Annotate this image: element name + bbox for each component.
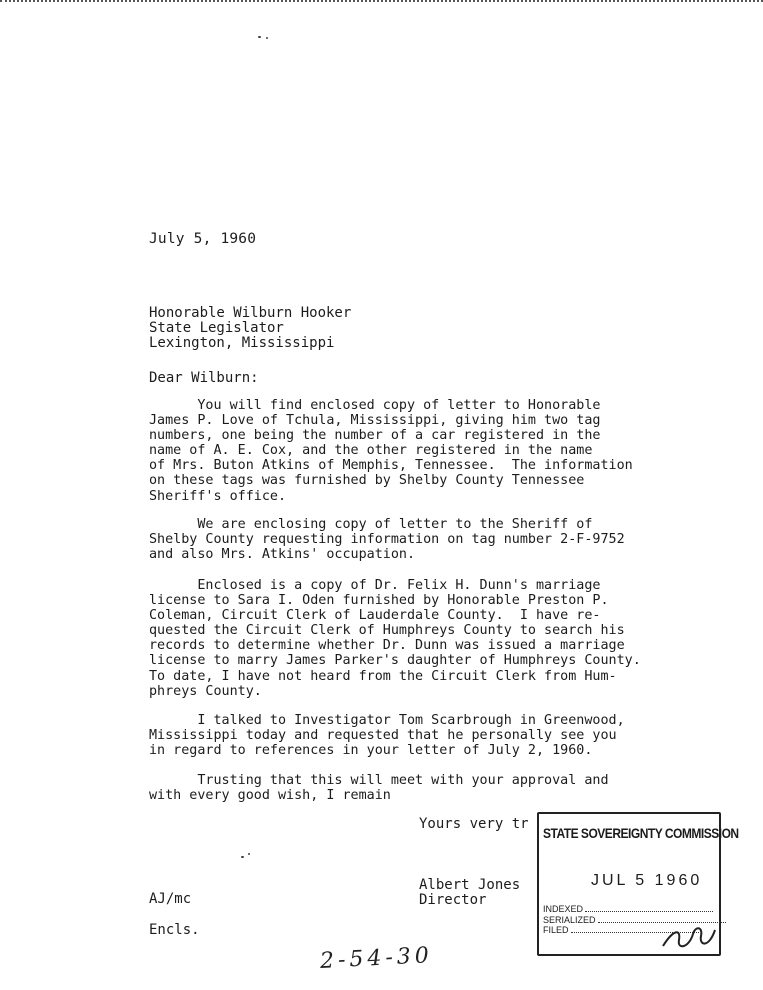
signer-title: Director [419,892,487,908]
paragraph-line: Trusting that this will meet with your approval and [149,773,609,788]
stamp-date: JUL 5 1960 [591,872,703,889]
paragraph-line: on these tags was furnished by Shelby County Tennessee [149,473,585,489]
paragraph-line: Sheriff's office. [149,488,287,504]
commission-received-stamp [537,812,739,956]
paragraph-line: To date, I have not heard from the Circuit Clerk from Hum- [149,668,617,684]
paragraph-line: I talked to Investigator Tom Scarbrough in Greenwood, [149,713,625,728]
paragraph-line: You will find enclosed copy of letter to Honorable [149,398,601,413]
ink-speck [248,853,250,855]
letter-date: July 5, 1960 [149,231,257,247]
ink-speck [241,856,244,858]
ink-speck [266,37,268,39]
paragraph-5 [149,773,609,803]
address-line: State Legislator [149,320,284,336]
stamp-line-label: INDEXED [543,904,584,914]
ink-speck [258,36,261,38]
paragraph-line: license to Sara I. Oden furnished by Honorable Preston P. [149,593,609,609]
stamp-title: STATE SOVEREIGNTY COMMISSION [543,825,739,841]
paragraph-4 [149,713,625,758]
stamp-line-indexed [543,904,726,915]
dotted-rule [585,911,713,912]
paragraph-line: Enclosed is a copy of Dr. Felix H. Dunn's marriage [149,578,601,593]
stamp-line-label: SERIALIZED [543,914,596,925]
paragraph-line: Mississippi today and requested that he personally see you [149,728,617,744]
address-line: Lexington, Mississippi [149,335,335,351]
paragraph-line: in regard to references in your letter of July 2, 1960. [149,743,593,759]
paragraph-line: numbers, one being the number of a car registered in the [149,428,601,444]
recipient-address [149,306,351,351]
paragraph-line: quested the Circuit Clerk of Humphreys County to search his [149,623,625,639]
paragraph-line: of Mrs. Buton Atkins of Memphis, Tennessee. The information [149,458,633,474]
handwritten-file-number: 2-54-30 [319,943,434,974]
paragraph-3 [149,578,641,699]
paragraph-line: and also Mrs. Atkins' occupation. [149,547,416,563]
handwritten-initials-scribble [659,922,717,952]
paragraph-line: We are enclosing copy of letter to the Sheriff of [149,517,593,532]
paragraph-line: records to determine whether Dr. Dunn was issued a marriage [149,638,625,654]
paragraph-1 [149,398,633,504]
paragraph-line: phreys County. [149,683,262,699]
enclosures-note: Encls. [149,922,200,938]
paragraph-2 [149,517,625,562]
paragraph-line: license to marry James Parker's daughter of Humphreys County. [149,653,641,669]
signer-name: Albert Jones [419,877,521,893]
typist-initials: AJ/mc [149,891,192,907]
address-line: Honorable Wilburn Hooker [149,305,352,321]
signature-block [419,878,520,908]
paragraph-line: Shelby County requesting information on tag number 2-F-9752 [149,532,625,548]
salutation: Dear Wilburn: [149,370,259,386]
paragraph-line: with every good wish, I remain [149,788,391,804]
page-top-edge [0,0,763,7]
paragraph-line: name of A. E. Cox, and the other registered in the name [149,443,593,459]
paragraph-line: James P. Love of Tchula, Mississippi, giving him two tag [149,413,601,429]
complimentary-closing: Yours very tr [419,816,529,832]
paragraph-line: Coleman, Circuit Clerk of Lauderdale County. I have re- [149,608,601,624]
stamp-line-label: FILED [543,925,569,935]
